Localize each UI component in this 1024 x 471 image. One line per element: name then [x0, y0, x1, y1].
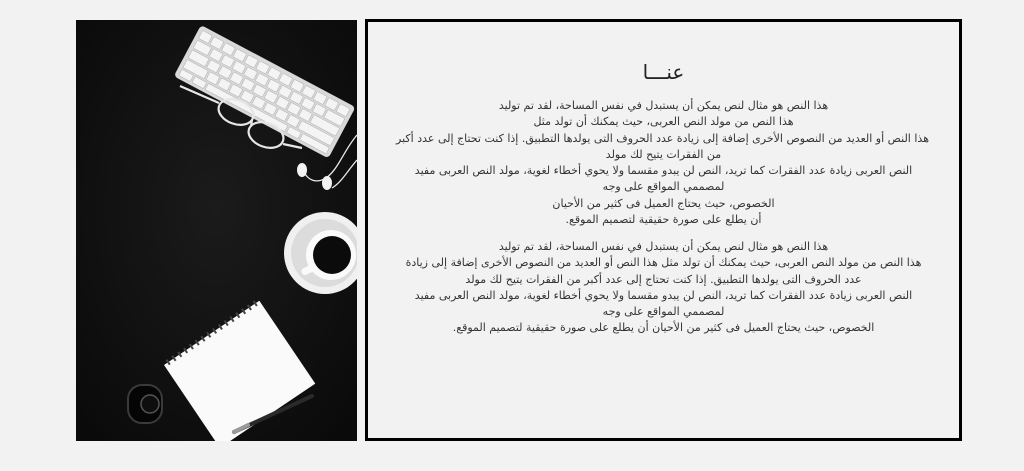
paragraph-line: لمصممي المواقع على وجه: [602, 305, 725, 319]
paragraph-line: هذا النص من مولد النص العربى، حيث يمكنك أن تولد مثل: [533, 115, 794, 129]
about-title: عنـــا: [642, 60, 685, 84]
paragraph-line: من الفقرات يتيح لك مولد: [605, 147, 722, 161]
paragraph-line: لمصممي المواقع على وجه: [602, 180, 725, 194]
about-paragraph-2: [398, 239, 929, 337]
desk-photo-illustration: [76, 20, 357, 441]
paragraph-line: الخصوص، حيث يحتاج العميل فى كثير من الأحيان: [552, 196, 775, 210]
paragraph-line: النص العربى زيادة عدد الفقرات كما تريد، النص لن يبدو مقسما ولا يحوي أخطاء لغوية، مولد النص العربى مفيد: [414, 164, 913, 178]
paragraph-line: هذا النص هو مثال لنص يمكن أن يستبدل في نفس المساحة، لقد تم توليد: [498, 240, 829, 253]
desk-photo: [76, 20, 357, 441]
paragraph-line: عدد الحروف التى يولدها التطبيق. إذا كنت تحتاج إلى عدد أكبر من الفقرات يتيح لك مولد: [465, 272, 862, 286]
paragraph-line: هذا النص هو مثال لنص يمكن أن يستبدل في نفس المساحة، لقد تم توليد: [498, 99, 829, 112]
paragraph-line: هذا النص أو العديد من النصوص الأخرى إضافة إلى زيادة عدد الحروف التى يولدها التطبيق. إذا كنت تحتاج إلى عدد أكبر: [396, 131, 929, 145]
about-paragraph-1: [398, 98, 929, 228]
paragraph-line: الخصوص، حيث يحتاج العميل فى كثير من الأحيان أن يطلع على صورة حقيقية لتصميم الموقع.: [452, 321, 875, 335]
paragraph-line: أن يطلع على صورة حقيقية لتصميم الموقع.: [565, 213, 762, 227]
paragraph-line: هذا النص من مولد النص العربى، حيث يمكنك أن تولد مثل هذا النص أو العديد من النصوص الأخرى إضافة إلى زيادة: [405, 256, 922, 270]
about-card: [365, 19, 962, 441]
watch-image: [128, 385, 162, 423]
paragraph-line: النص العربى زيادة عدد الفقرات كما تريد، النص لن يبدو مقسما ولا يحوي أخطاء لغوية، مولد النص العربى مفيد: [414, 288, 913, 302]
